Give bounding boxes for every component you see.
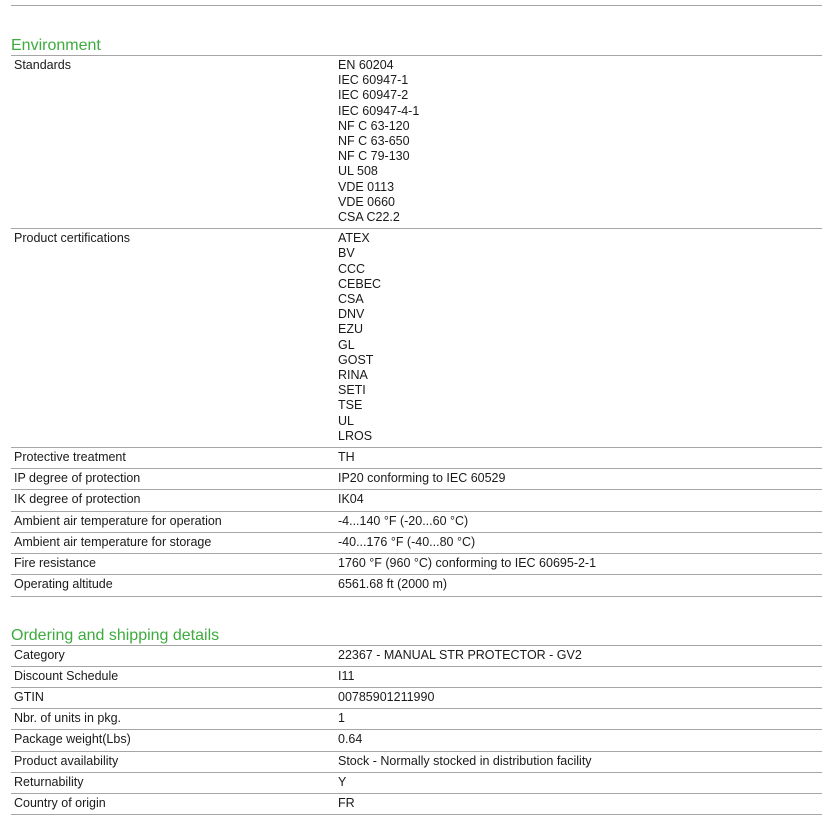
spec-value: DNV — [338, 307, 365, 322]
spec-value: ATEX — [338, 231, 370, 246]
spec-value-cell — [335, 229, 822, 448]
spec-value-cell — [335, 751, 822, 772]
spec-value: UL 508 — [338, 164, 378, 179]
spec-label: Standards — [11, 56, 335, 229]
spec-value: -40...176 °F (-40...80 °C) — [338, 534, 476, 549]
spec-value: NF C 63-650 — [338, 134, 410, 149]
spec-label: Fire resistance — [11, 554, 335, 575]
spec-value: CCC — [338, 261, 366, 276]
spec-value: BV — [338, 246, 355, 261]
spec-row — [11, 511, 822, 532]
spec-row — [11, 490, 822, 511]
spec-row — [11, 448, 822, 469]
spec-label: Country of origin — [11, 793, 335, 814]
spec-value: VDE 0113 — [338, 179, 395, 194]
spec-value: IEC 60947-2 — [338, 88, 409, 103]
spec-value: 22367 - MANUAL STR PROTECTOR - GV2 — [338, 647, 582, 662]
section-title-ordering-shipping: Ordering and shipping details — [11, 626, 220, 644]
spec-value: IEC 60947-4-1 — [338, 103, 420, 118]
spec-value: FR — [338, 795, 355, 810]
spec-value-cell — [335, 469, 822, 490]
spec-value: Stock - Normally stocked in distribution facility — [338, 753, 592, 768]
section-title-environment: Environment — [11, 37, 101, 54]
previous-section-bottom-rule — [11, 0, 822, 6]
spec-value-cell — [335, 709, 822, 730]
spec-value: LROS — [338, 428, 373, 443]
environment-table — [11, 55, 822, 597]
spec-value: VDE 0660 — [338, 194, 395, 209]
spec-row — [11, 56, 822, 229]
spec-label: IK degree of protection — [11, 490, 335, 511]
spec-row — [11, 709, 822, 730]
spec-row — [11, 645, 822, 666]
spec-value-cell — [335, 645, 822, 666]
spec-label: Category — [11, 645, 335, 666]
spec-value: 6561.68 ft (2000 m) — [338, 577, 448, 592]
spec-value-cell — [335, 511, 822, 532]
spec-value: CSA C22.2 — [338, 210, 400, 225]
spec-label: Nbr. of units in pkg. — [11, 709, 335, 730]
spec-label: Discount Schedule — [11, 666, 335, 687]
spec-value: 1 — [338, 711, 345, 726]
spec-row — [11, 575, 822, 596]
spec-label: Ambient air temperature for storage — [11, 532, 335, 553]
spec-value: GOST — [338, 352, 374, 367]
spec-value: IEC 60947-1 — [338, 73, 409, 88]
spec-row — [11, 469, 822, 490]
spec-row — [11, 730, 822, 751]
spec-value: IK04 — [338, 492, 364, 507]
spec-value: CEBEC — [338, 276, 382, 291]
spec-value-cell — [335, 666, 822, 687]
spec-label: GTIN — [11, 687, 335, 708]
spec-value: TH — [338, 450, 355, 465]
spec-value: EN 60204 — [338, 58, 394, 72]
spec-value: NF C 79-130 — [338, 149, 410, 164]
spec-row — [11, 687, 822, 708]
ordering-shipping-table — [11, 645, 822, 816]
spec-value: 00785901211990 — [338, 689, 435, 704]
spec-value-cell — [335, 532, 822, 553]
spec-label: Product availability — [11, 751, 335, 772]
spec-label: Protective treatment — [11, 448, 335, 469]
spec-value: IP20 conforming to IEC 60529 — [338, 471, 506, 486]
spec-value-cell — [335, 793, 822, 814]
spec-value-cell — [335, 554, 822, 575]
spec-row — [11, 666, 822, 687]
ordering-shipping-table-body — [11, 645, 822, 815]
spec-label: IP degree of protection — [11, 469, 335, 490]
spec-value-cell — [335, 56, 822, 229]
spec-value: -4...140 °F (-20...60 °C) — [338, 513, 469, 528]
spec-row — [11, 554, 822, 575]
spec-value: 1760 °F (960 °C) conforming to IEC 60695-2-1 — [338, 556, 597, 571]
spec-value: CSA — [338, 292, 364, 307]
spec-value: RINA — [338, 368, 368, 383]
spec-value: NF C 63-120 — [338, 118, 410, 133]
spec-value-cell — [335, 772, 822, 793]
spec-row — [11, 772, 822, 793]
spec-value-cell — [335, 490, 822, 511]
spec-value: UL — [338, 413, 354, 428]
spec-label: Ambient air temperature for operation — [11, 511, 335, 532]
spec-value: 0.64 — [338, 732, 363, 747]
spec-row — [11, 532, 822, 553]
spec-value: GL — [338, 337, 355, 352]
spec-value: I11 — [338, 668, 355, 683]
spec-sheet-page — [11, 0, 822, 815]
spec-value-cell — [335, 575, 822, 596]
environment-table-body — [11, 56, 822, 597]
spec-value-cell — [335, 687, 822, 708]
spec-label: Product certifications — [11, 229, 335, 448]
spec-value: SETI — [338, 383, 366, 398]
spec-label: Returnability — [11, 772, 335, 793]
spec-row — [11, 793, 822, 814]
spec-value: Y — [338, 774, 347, 789]
spec-row — [11, 229, 822, 448]
spec-value: TSE — [338, 398, 363, 413]
spec-value: EZU — [338, 322, 363, 337]
spec-value-cell — [335, 730, 822, 751]
spec-label: Operating altitude — [11, 575, 335, 596]
spec-row — [11, 751, 822, 772]
spec-value-cell — [335, 448, 822, 469]
spec-label: Package weight(Lbs) — [11, 730, 335, 751]
